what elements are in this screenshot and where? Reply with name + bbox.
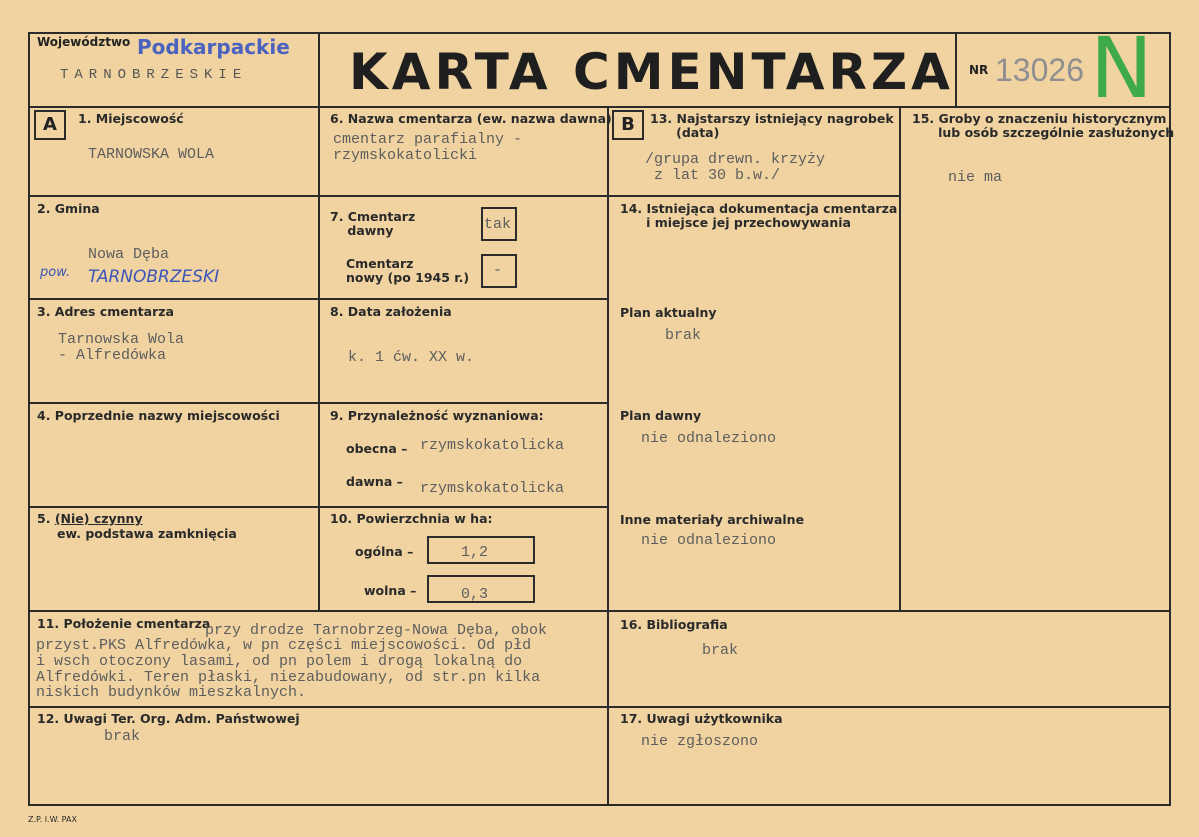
plan-former-value: nie odnaleziono — [641, 430, 777, 447]
f15-value: nie ma — [948, 169, 1003, 186]
f5-number: 5. — [37, 511, 51, 526]
frame-bottom — [28, 804, 1171, 806]
plan-current-label: Plan aktualny — [620, 305, 717, 320]
plan-former-label: Plan dawny — [620, 408, 702, 423]
f11-value: przyst.PKS Alfredówka, w pn części miejscowości. Od płd i wsch otoczony lasami, od pn polem i drogą lokalną do Alfredówki. Teren płaski, niezabudowany, od str.pn kilka niskich budynków mieszkalnych. — [36, 637, 541, 702]
f10-label: 10. Powierzchnia w ha: — [330, 511, 493, 526]
f16-label: 16. Bibliografia — [620, 617, 728, 632]
f8-label: 8. Data założenia — [330, 304, 452, 319]
f7-label-new: Cmentarz nowy (po 1945 r.) — [346, 256, 470, 286]
plan-current-value: brak — [665, 327, 702, 344]
f14-label: 14. Istniejąca dokumentacja cmentarza i miejsce jej przechowywania — [620, 201, 898, 231]
voivodeship-label: Województwo — [37, 35, 131, 49]
f4-label: 4. Poprzednie nazwy miejscowości — [37, 408, 280, 423]
row-line-m1 — [318, 195, 607, 197]
county-stamp: TARNOBRZESKIE — [60, 67, 248, 83]
section-a-badge: A — [34, 110, 66, 140]
f6-value: cmentarz parafialny - rzymskokatolicki — [333, 131, 523, 164]
row-line-12 — [28, 706, 1171, 708]
nr-value: 13026 — [995, 52, 1084, 88]
f12-value: brak — [104, 728, 141, 745]
f6-label: 6. Nazwa cmentarza (ew. nazwa dawna) — [330, 111, 612, 126]
frame-left — [28, 32, 30, 806]
other-materials-label: Inne materiały archiwalne — [620, 512, 805, 527]
row-line-m4 — [318, 506, 607, 508]
f10-free-value: 0,3 — [461, 586, 489, 603]
f5-nie: (Nie) — [54, 511, 90, 526]
f5-label-2: ew. podstawa zamknięcia — [57, 526, 237, 541]
green-marker-n: N — [1090, 19, 1153, 117]
f11-label: 11. Położenie cmentarza — [37, 616, 211, 631]
f17-label: 17. Uwagi użytkownika — [620, 711, 783, 726]
f1-label: 1. Miejscowość — [78, 111, 184, 126]
f5-label — [37, 512, 143, 526]
printer-mark: Z.P. I.W. PAX — [28, 815, 77, 824]
f2-county: TARNOBRZESKI — [88, 267, 220, 287]
frame-right — [1169, 32, 1171, 806]
f9-current-value: rzymskokatolicka — [420, 437, 565, 454]
f12-label: 12. Uwagi Ter. Org. Adm. Państwowej — [37, 711, 300, 726]
f13-value: /grupa drewn. krzyży z lat 30 b.w./ — [645, 151, 826, 184]
f9-current-label: obecna – — [346, 441, 408, 456]
f8-value: k. 1 ćw. XX w. — [348, 349, 475, 366]
f5-status: czynny — [89, 511, 143, 526]
col-divider-3 — [899, 106, 901, 612]
f2-label: 2. Gmina — [37, 201, 100, 216]
row-line-a3 — [28, 402, 318, 404]
f10-free-label: wolna – — [364, 583, 417, 598]
row-line-m3 — [318, 402, 607, 404]
f10-total-value: 1,2 — [461, 544, 489, 561]
section-b-badge: B — [612, 110, 644, 140]
f11-value-first: przy drodze Tarnobrzeg-Nowa Dęba, obok — [205, 622, 548, 639]
f17-value: nie zgłoszono — [641, 733, 759, 750]
f2-county-prefix: pow. — [40, 265, 71, 280]
f16-value: brak — [702, 642, 739, 659]
col-divider-1 — [318, 106, 320, 612]
f15-label: 15. Groby o znaczeniu historycznym lub osób szczególnie zasłużonych — [912, 111, 1175, 141]
page-title: KARTA CMENTARZA — [349, 43, 954, 101]
row-line-m2 — [318, 298, 607, 300]
frame-top — [28, 32, 1171, 34]
f3-value: Tarnowska Wola - Alfredówka — [58, 331, 185, 364]
f7-label-old: 7. Cmentarz dawny — [330, 209, 416, 239]
header-divider-1 — [318, 32, 320, 108]
f9-label: 9. Przynależność wyznaniowa: — [330, 408, 544, 423]
f2-value: Nowa Dęba — [88, 246, 170, 263]
other-materials-value: nie odnaleziono — [641, 532, 777, 549]
f1-value: TARNOWSKA WOLA — [88, 146, 215, 163]
row-line-11 — [28, 610, 1171, 612]
f9-former-value: rzymskokatolicka — [420, 480, 565, 497]
f3-label: 3. Adres cmentarza — [37, 304, 174, 319]
f13-label: 13. Najstarszy istniejący nagrobek (data) — [650, 111, 894, 141]
col-divider-2 — [607, 106, 609, 806]
f7-value-old: tak — [484, 216, 512, 233]
row-line-b1 — [607, 195, 899, 197]
header-bottom — [28, 106, 1171, 108]
header-divider-2 — [955, 32, 957, 108]
voivodeship-value: Podkarpackie — [137, 35, 290, 59]
f9-former-label: dawna – — [346, 474, 403, 489]
row-line-a4 — [28, 506, 318, 508]
nr-label: NR — [969, 63, 989, 77]
row-line-a1 — [28, 195, 318, 197]
row-line-a2 — [28, 298, 318, 300]
f10-total-label: ogólna – — [355, 544, 414, 559]
f7-value-new: - — [493, 262, 503, 279]
